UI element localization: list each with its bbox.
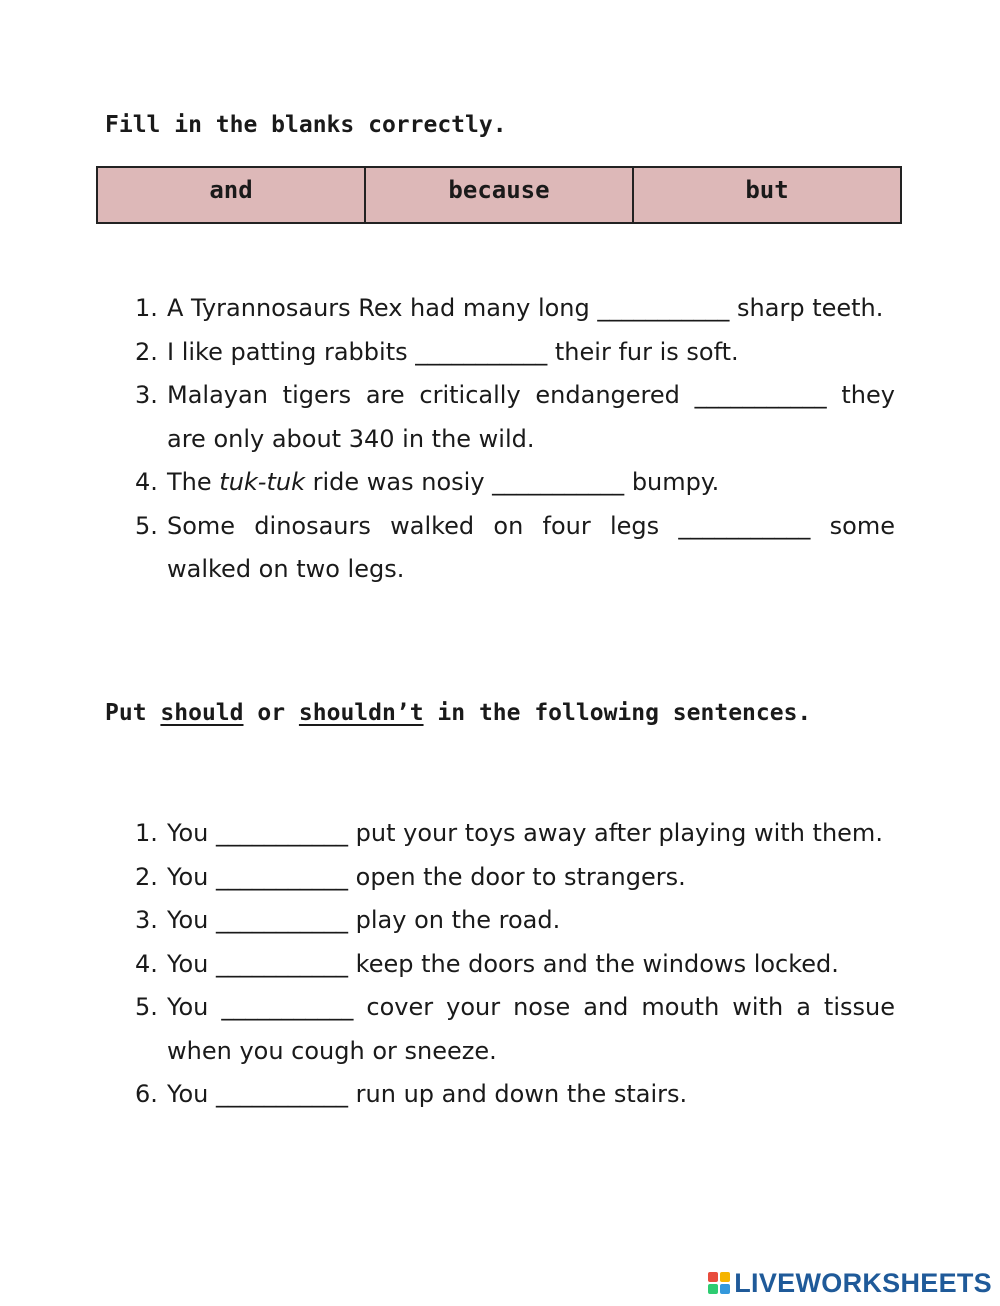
item-text: open the door to strangers. — [355, 862, 686, 891]
item-number: 2. — [135, 337, 158, 366]
item-text-italic: tuk-tuk — [219, 468, 305, 496]
word-bank-cell: because — [365, 167, 633, 223]
liveworksheets-logo — [708, 1268, 992, 1298]
item-number: 5. — [135, 511, 158, 540]
item-text: play on the road. — [355, 906, 561, 934]
item-text: Some dinosaurs walked on four legs — [167, 511, 660, 540]
list-item — [135, 899, 895, 943]
list-item — [135, 505, 895, 592]
instruction-heading-1: Fill in the blanks correctly. — [105, 112, 507, 138]
word-bank-cell: and — [97, 167, 365, 223]
list-item — [135, 287, 895, 331]
item-text: cover your nose and mouth with a tissue when you cough or sneeze. — [167, 993, 895, 1065]
keyword-should: should — [160, 700, 244, 726]
blank-field[interactable]: ___________ — [216, 906, 349, 934]
item-text: keep the doors and the windows locked. — [355, 949, 839, 978]
item-text: I like patting rabbits — [167, 337, 408, 366]
logo-text: LIVEWORKSHEETS — [734, 1267, 992, 1298]
logo-square — [720, 1272, 730, 1282]
item-text: their fur is soft. — [554, 337, 739, 366]
item-text: put your toys away after playing with them. — [355, 819, 883, 847]
word-bank-cell: but — [633, 167, 901, 223]
blank-field[interactable]: ___________ — [216, 949, 349, 978]
item-text: Malayan tigers are critically endangered — [167, 381, 680, 409]
item-number: 1. — [135, 819, 158, 847]
item-text: run up and down the stairs. — [355, 1080, 688, 1108]
item-text: You — [167, 993, 209, 1021]
item-number: 6. — [135, 1080, 158, 1108]
item-text: You — [167, 949, 209, 978]
item-number: 4. — [135, 949, 158, 978]
item-text: A Tyrannosaurs Rex had many long — [167, 294, 590, 322]
item-text: You — [167, 819, 209, 847]
item-number: 3. — [135, 906, 158, 934]
list-item — [135, 856, 895, 900]
list-item — [135, 943, 895, 987]
item-text: The — [167, 468, 212, 496]
list-item — [135, 986, 895, 1073]
heading-text: in the following sentences. — [437, 700, 812, 726]
blank-field[interactable]: ___________ — [678, 511, 811, 540]
heading-text: Put — [105, 700, 147, 726]
list-item — [135, 374, 895, 461]
item-text: some walked on two legs. — [167, 511, 896, 583]
list-item — [135, 812, 895, 856]
item-text: You — [167, 862, 209, 891]
item-text: You — [167, 906, 209, 934]
item-number: 4. — [135, 468, 158, 496]
blank-field[interactable]: ___________ — [597, 294, 730, 322]
logo-square — [708, 1284, 718, 1294]
item-text: bumpy. — [631, 468, 720, 496]
question-list-1 — [135, 287, 895, 592]
item-number: 2. — [135, 862, 158, 891]
blank-field[interactable]: ___________ — [216, 862, 349, 891]
question-list-2 — [135, 812, 895, 1117]
blank-field[interactable]: ___________ — [216, 1080, 349, 1108]
heading-text: or — [257, 700, 286, 726]
list-item — [135, 331, 895, 375]
blank-field[interactable]: ___________ — [415, 337, 548, 366]
blank-field[interactable]: ___________ — [492, 468, 625, 496]
item-number: 5. — [135, 993, 158, 1021]
item-text: they are only about 340 in the wild. — [167, 381, 895, 453]
item-text: You — [167, 1080, 209, 1108]
item-number: 3. — [135, 381, 158, 409]
blank-field[interactable]: ___________ — [216, 819, 349, 847]
keyword-shouldnt: shouldn’t — [298, 700, 424, 726]
blank-field[interactable]: ___________ — [221, 993, 354, 1021]
logo-square — [708, 1272, 718, 1282]
logo-mark-icon — [708, 1272, 730, 1294]
instruction-heading-2 — [105, 700, 811, 726]
logo-square — [720, 1284, 730, 1294]
item-number: 1. — [135, 294, 158, 322]
list-item — [135, 461, 895, 505]
item-text: ride was nosiy — [312, 468, 485, 496]
item-text: sharp teeth. — [737, 294, 884, 322]
word-bank-table — [96, 166, 902, 224]
list-item — [135, 1073, 895, 1117]
blank-field[interactable]: ___________ — [694, 381, 827, 409]
